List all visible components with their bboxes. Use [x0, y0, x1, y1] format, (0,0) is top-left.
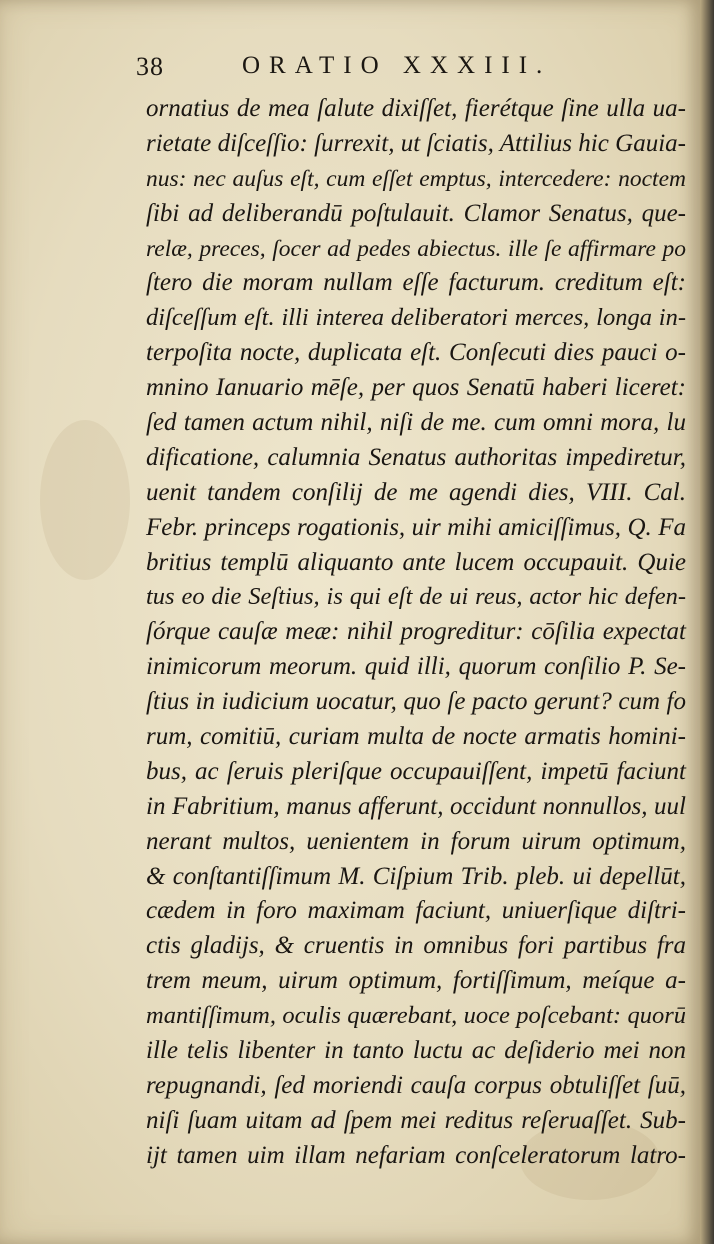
text-line: relæ, preces, ſocer ad pedes abiectus. ille ſe affirmare po [146, 235, 686, 262]
text-line: diſceſſum eſt. illi interea deliberatori merces, longa in- [146, 304, 686, 332]
text-line: inimicorum meorum. quid illi, quorum conſilio P. Se- [146, 653, 686, 681]
text-line: trem meum, uirum optimum, fortiſſimum, meíque a- [146, 967, 686, 995]
text-line: in Fabritium, manus afferunt, occidunt nonnullos, uul [146, 792, 686, 820]
paper-stain [40, 420, 130, 580]
text-line: ſórque cauſæ meæ: nihil progreditur: cōſilia expectat [146, 618, 686, 646]
text-line: & conſtantiſſimum M. Ciſpium Trib. pleb. ui depellūt, [146, 862, 686, 890]
book-page-edge [700, 0, 714, 1244]
text-line: ſed tamen actum nihil, niſi de me. cum omni mora, lu [146, 409, 686, 437]
text-line: ſtius in iudicium uocatur, quo ſe pacto gerunt? cum fo [146, 688, 686, 716]
text-line: ijt tamen uim illam nefariam conſceleratorum latro- [146, 1141, 686, 1169]
text-line: uenit tandem conſilij de me agendi dies, VIII. Cal. [146, 478, 686, 506]
text-line: cædem in foro maximam faciunt, uniuerſique diſtri- [146, 897, 686, 925]
text-line: mnino Ianuario mēſe, per quos Senatū haberi liceret: [146, 374, 686, 402]
text-line: nerant multos, uenientem in forum uirum optimum, [146, 827, 686, 855]
text-line: britius templū aliquanto ante lucem occupauit. Quie [146, 548, 686, 576]
text-line: mantiſſimum, oculis quærebant, uoce poſcebant: quorū [146, 1002, 686, 1030]
text-line: rietate diſceſſio: ſurrexit, ut ſciatis, Attilius hic Gauia- [146, 129, 686, 157]
text-line: ctis gladijs, & cruentis in omnibus fori partibus fra [146, 932, 686, 960]
text-line: ille telis libenter in tanto luctu ac deſiderio mei non [146, 1037, 686, 1065]
text-line: ornatius de mea ſalute dixiſſet, fierétque ſine ulla ua- [146, 95, 686, 122]
page-header [136, 52, 596, 86]
text-line: Febr. princeps rogationis, uir mihi amiciſſimus, Q. Fa [146, 513, 686, 541]
running-head: ORATIO XXXIII. [242, 52, 552, 79]
text-line: tus eo die Seſtius, is qui eſt de ui reus, actor hic defen- [146, 583, 686, 611]
text-line: terpoſita nocte, duplicata eſt. Conſecuti dies pauci o- [146, 339, 686, 367]
text-line: dificatione, calumnia Senatus authoritas impediretur, [146, 443, 686, 471]
text-line: niſi ſuam uitam ad ſpem mei reditus reſeruaſſet. Sub- [146, 1106, 686, 1134]
text-line: rum, comitiū, curiam multa de nocte armatis homini- [146, 723, 686, 751]
text-line: repugnandi, ſed moriendi cauſa corpus obtuliſſet ſuū, [146, 1071, 686, 1099]
text-line: nus: nec auſus eſt, cum eſſet emptus, intercedere: noctem [146, 165, 686, 192]
page-number: 38 [136, 52, 164, 81]
text-line: bus, ac ſeruis pleriſque occupauiſſent, impetū faciunt [146, 757, 686, 785]
text-line: ſtero die moram nullam eſſe facturum. creditum eſt: [146, 269, 686, 297]
body-text [146, 92, 686, 1174]
text-line: ſibi ad deliberandū poſtulauit. Clamor Senatus, que- [146, 199, 686, 227]
